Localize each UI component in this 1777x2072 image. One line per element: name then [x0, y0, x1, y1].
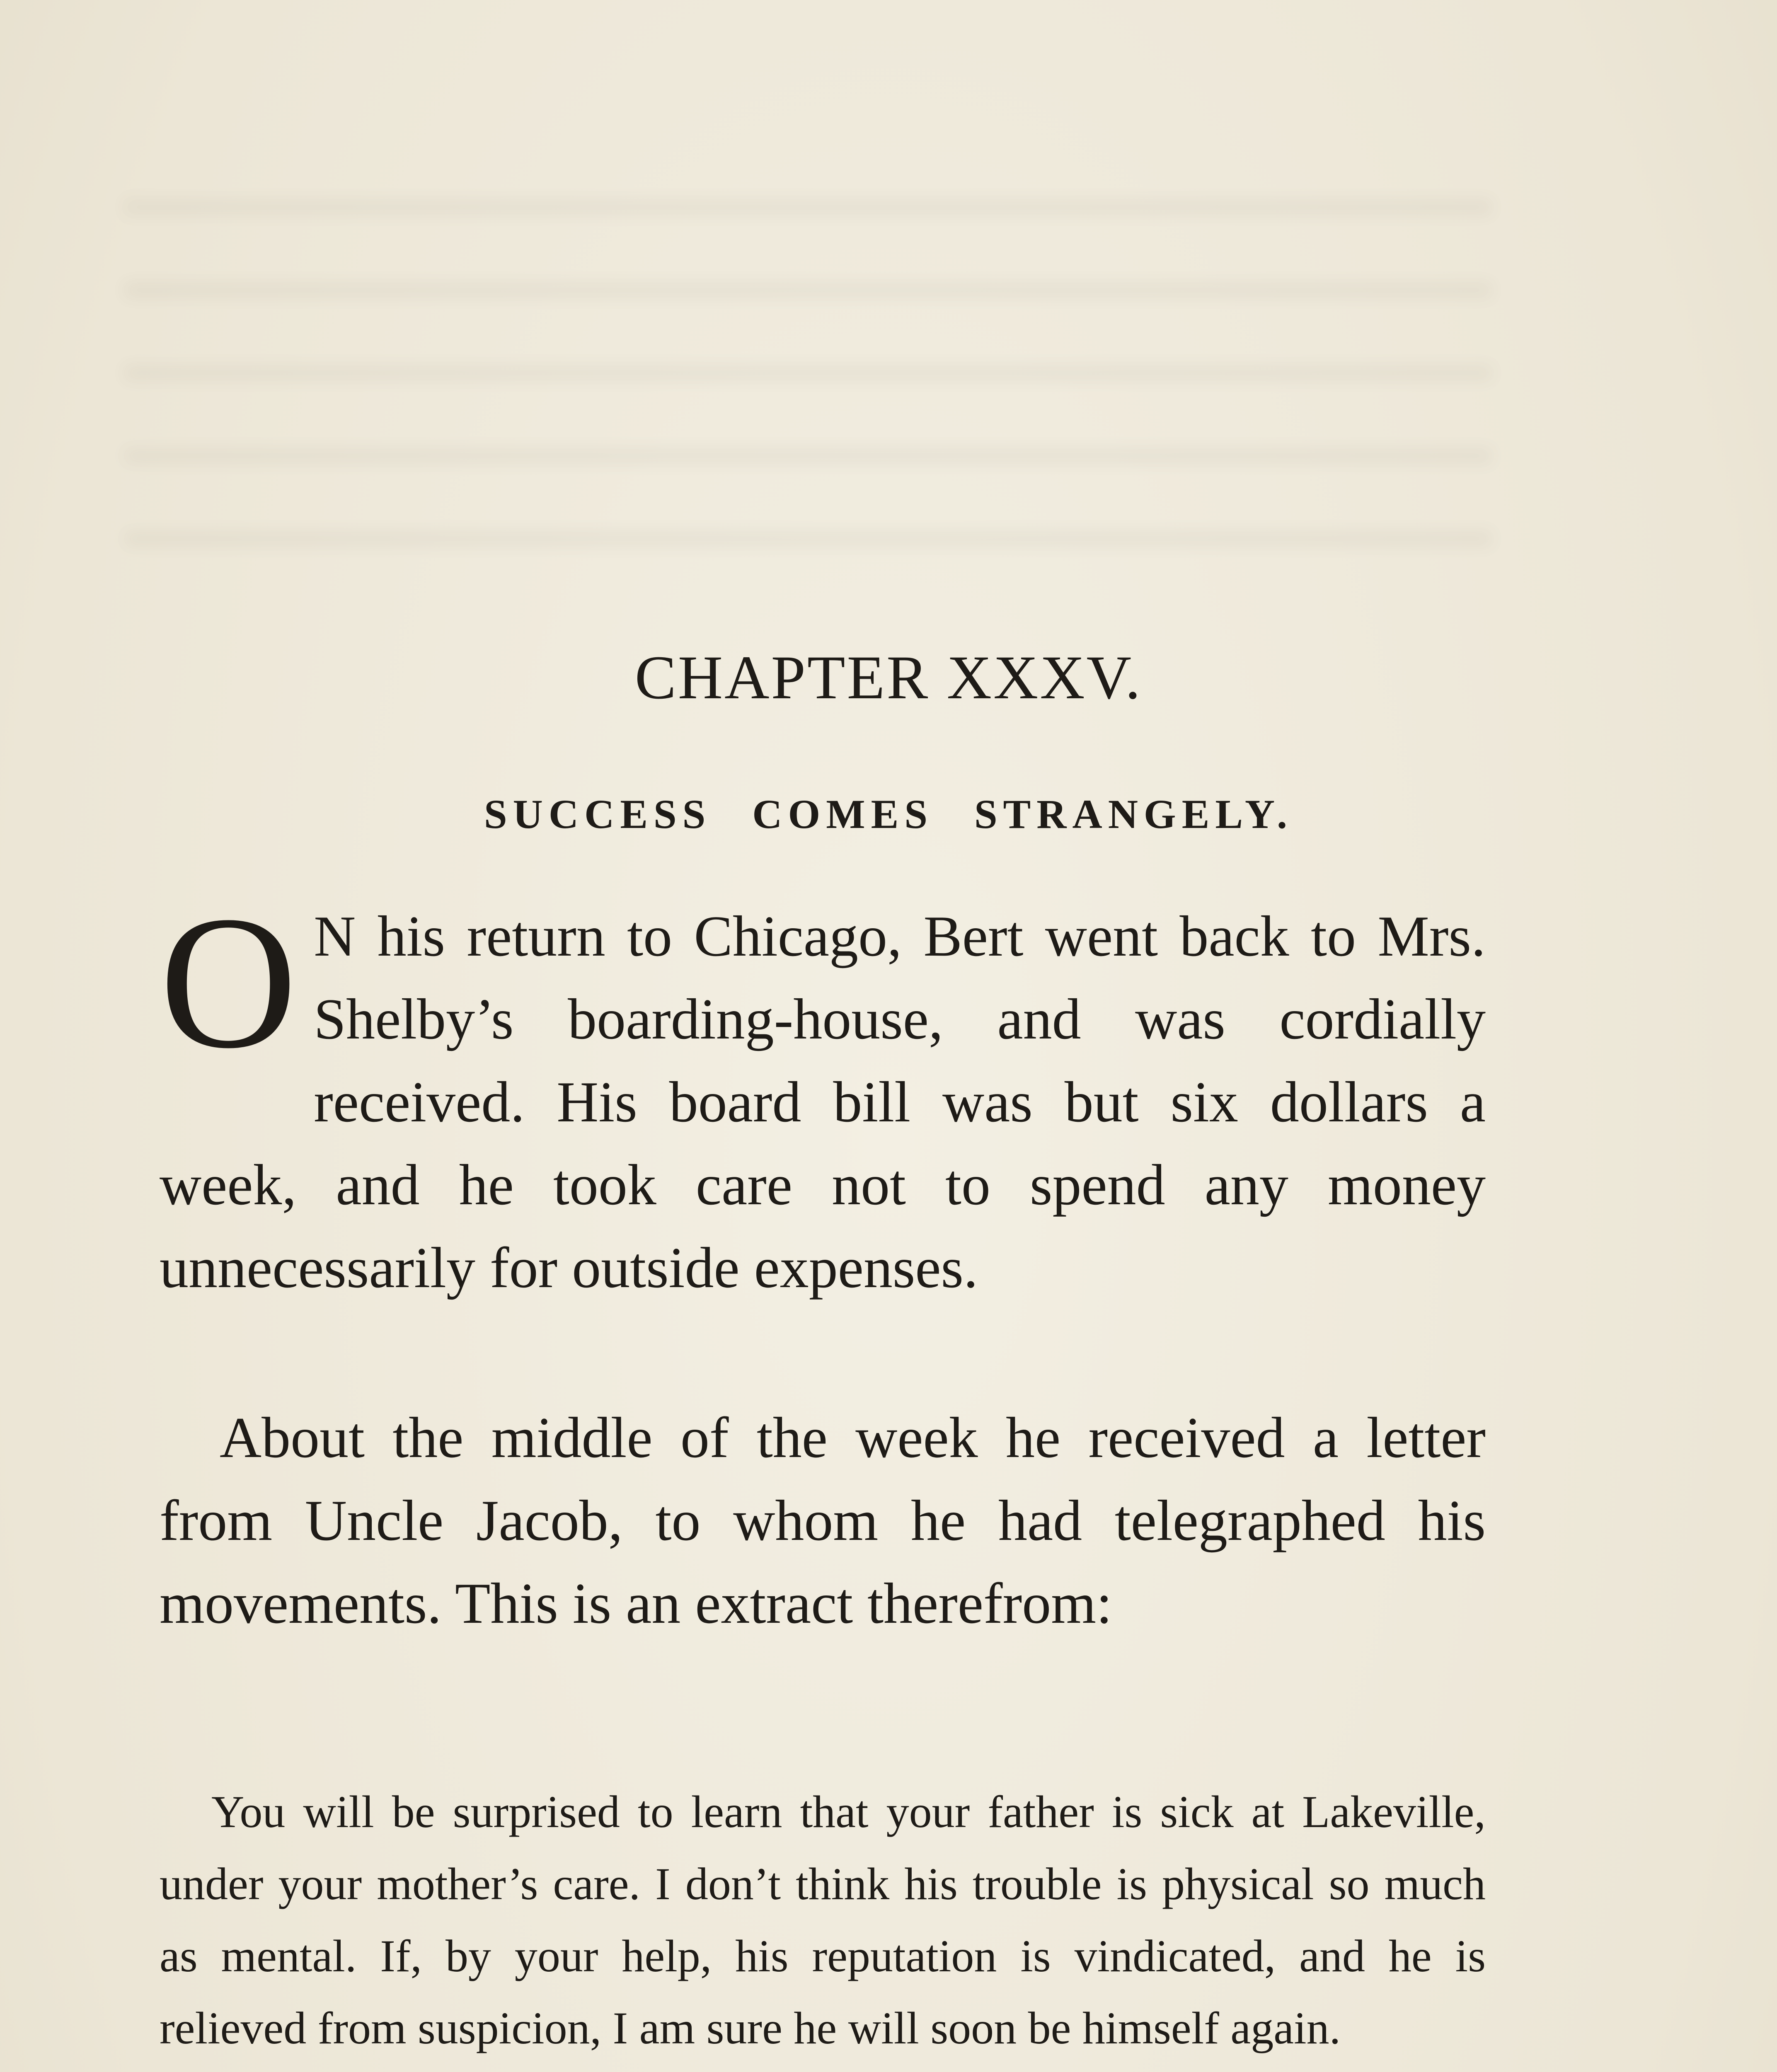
letter-paragraph-1: [160, 1776, 1486, 2064]
paragraph-2-text: About the middle of the week he received a letter from Uncle Jacob, to whom he had telegraphed his movements. This is an extract therefrom:: [160, 1406, 1486, 1636]
drop-cap: O: [160, 876, 298, 1088]
chapter-subtitle: SUCCESS COMES STRANGELY.: [484, 791, 1293, 837]
paragraph-1-text: N his return to Chicago, Bert went back to Mrs. Shelby’s boarding-house, and was cordially received. His board bill was but six dollars a week, and he took care not to spend any money unnecessarily for outside expenses.: [160, 904, 1486, 1300]
paragraph-1: [160, 876, 1486, 1310]
paragraph-2: [160, 1397, 1486, 1645]
letter-paragraph-1-text: You will be surprised to learn that your father is sick at Lakeville, under your mother’s care. I don’t think his trouble is physical so much as mental. If, by your help, his reputation is vindicated, and he is relieved from suspicion, I am sure he will soon be himself again.: [160, 1786, 1486, 2053]
chapter-title: CHAPTER XXXV.: [634, 643, 1143, 712]
show-through-text: [124, 199, 1492, 613]
